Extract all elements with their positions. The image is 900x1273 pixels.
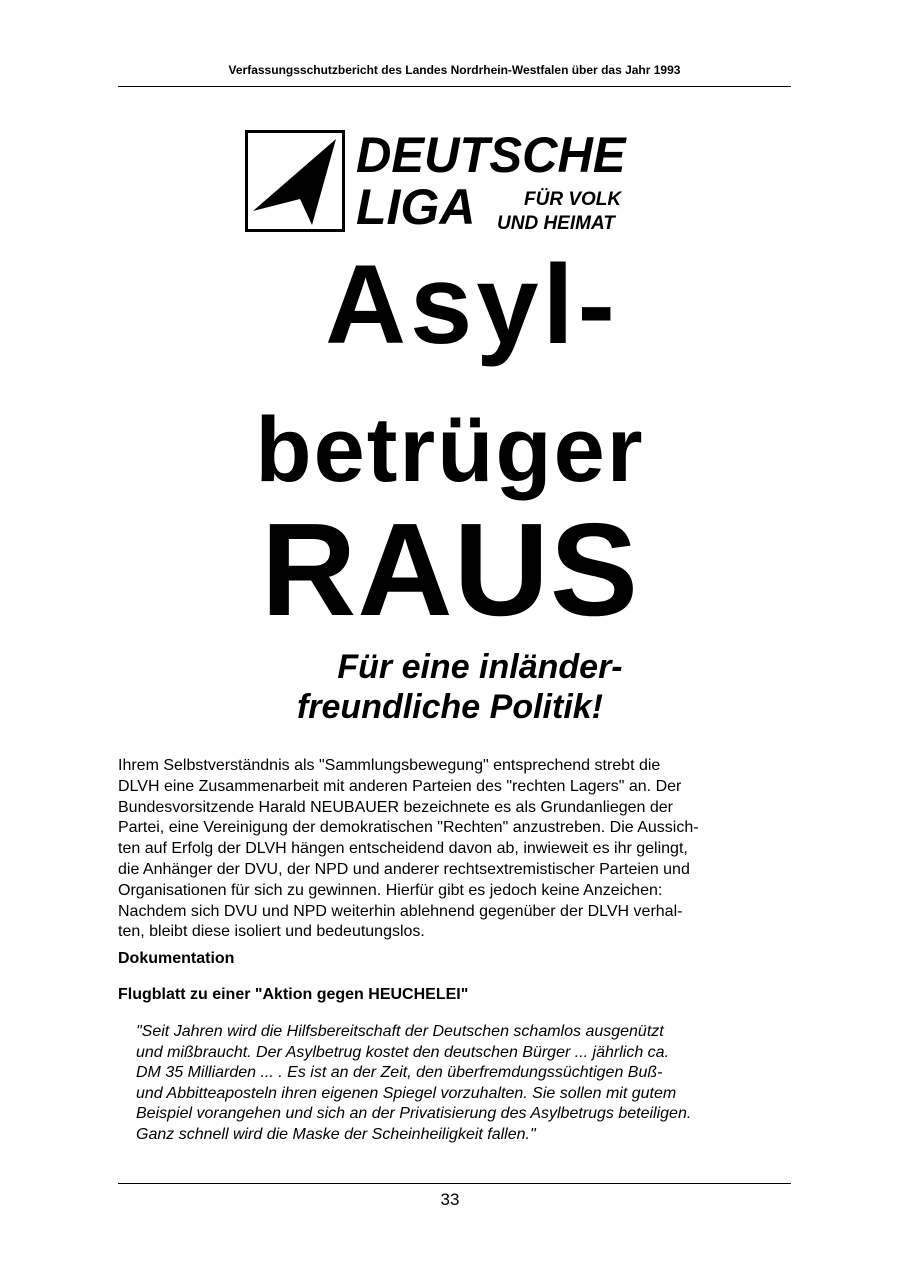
paragraph-line: die Anhänger der DVU, der NPD und anderer rechtsextremistischer Parteien und bbox=[118, 860, 690, 878]
section-heading-documentation: Dokumentation bbox=[118, 950, 235, 967]
header-rule bbox=[118, 86, 791, 87]
paragraph-line: Organisationen für sich zu gewinnen. Hierfür gibt es jedoch keine Anzeichen: bbox=[118, 881, 663, 899]
section-heading-flyer: Flugblatt zu einer "Aktion gegen HEUCHELEI" bbox=[118, 986, 469, 1003]
page-number: 33 bbox=[440, 1190, 460, 1209]
flyer-slogan-line-1: Für eine inländer- bbox=[337, 648, 623, 686]
quote-line: Ganz schnell wird die Maske der Scheinheiligkeit fallen." bbox=[136, 1125, 536, 1143]
flyer-headline-raus: RAUS bbox=[260, 496, 640, 643]
quote-line: und mißbraucht. Der Asylbetrug kostet den deutschen Bürger ... jährlich ca. bbox=[136, 1043, 670, 1061]
triangle-arrow-logo-icon bbox=[245, 130, 345, 232]
flyer-slogan-line-2: freundliche Politik! bbox=[296, 688, 604, 726]
quote-line: und Abbitteaposteln ihren eigenen Spiegel vorzuhalten. Sie sollen mit gutem bbox=[136, 1084, 677, 1102]
paragraph-line: Ihrem Selbstverständnis als "Sammlungsbewegung" entsprechend strebt die bbox=[118, 757, 661, 774]
running-header: Verfassungsschutzbericht des Landes Nordrhein-Westfalen über das Jahr 1993 bbox=[228, 63, 681, 77]
footer-rule bbox=[118, 1183, 791, 1184]
paragraph-line: ten, bleibt diese isoliert und bedeutungslos. bbox=[118, 923, 425, 941]
logo-subtitle-und-heimat: UND HEIMAT bbox=[497, 213, 615, 234]
quote-line: DM 35 Milliarden ... . Es ist an der Zeit, den überfremdungssüchtigen Buß- bbox=[136, 1064, 663, 1082]
flyer-headline-asyl: Asyl- bbox=[325, 242, 619, 367]
quote-line: "Seit Jahren wird die Hilfsbereitschaft der Deutschen schamlos ausgenützt bbox=[136, 1023, 664, 1040]
logo-title-deutsche: DEUTSCHE bbox=[356, 127, 626, 183]
logo-subtitle-fuer-volk: FÜR VOLK bbox=[524, 189, 622, 210]
flyer-headline-betrueger: betrüger bbox=[255, 399, 645, 501]
paragraph-line: Nachdem sich DVU und NPD weiterhin ablehnend gegenüber der DLVH verhal- bbox=[118, 902, 683, 920]
logo-title-liga: LIGA bbox=[356, 179, 476, 235]
paragraph-line: Bundesvorsitzende Harald NEUBAUER bezeichnete es als Grundanliegen der bbox=[118, 798, 673, 816]
quote-line: Beispiel vorangehen und sich an der Privatisierung des Asylbetrugs beteiligen. bbox=[136, 1105, 692, 1123]
flyer-quote bbox=[136, 1022, 791, 1146]
paragraph-line: Partei, eine Vereinigung der demokratischen "Rechten" anzustreben. Die Aussich- bbox=[118, 819, 699, 837]
paragraph-line: ten auf Erfolg der DLVH hängen entscheidend davon ab, inwieweit es ihr gelingt, bbox=[118, 840, 688, 858]
body-paragraph bbox=[118, 756, 791, 943]
paragraph-line: DLVH eine Zusammenarbeit mit anderen Parteien des "rechten Lagers" an. Der bbox=[118, 777, 682, 795]
